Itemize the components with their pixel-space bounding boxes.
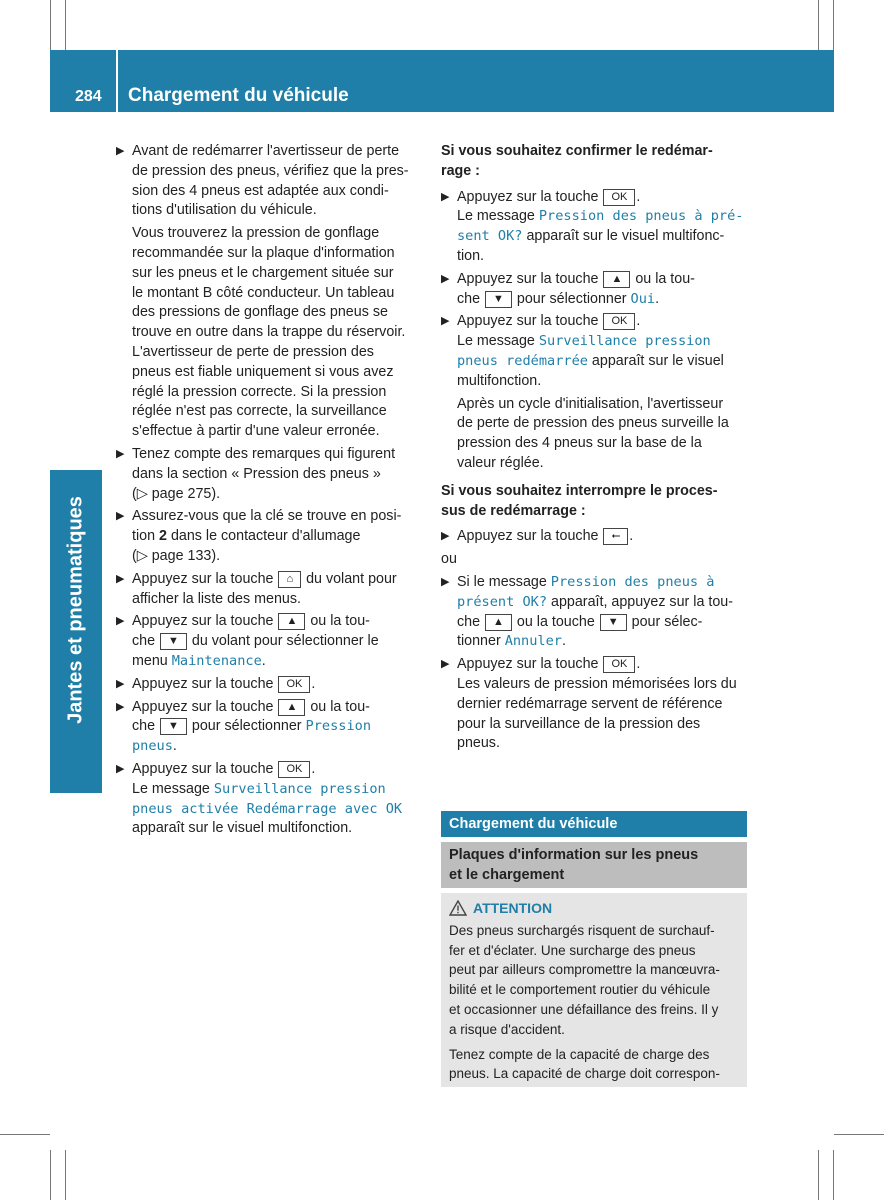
down-key-icon: ▼ — [160, 633, 187, 650]
list-item: ▶ Tenez compte des remarques qui figurent dans la section « Pression des pneus » (▷ page 275). — [116, 445, 396, 502]
list-item: ▶ Si le message Pression des pneus à présent OK? apparaît, appuyez sur la tou- che ▲ ou la touche ▼ pour sélec- tionner Annuler. — [441, 573, 734, 650]
list-item: ▶ Appuyez sur la touche ▲ ou la tou- che ▼ pour sélectionner Oui. — [441, 270, 695, 307]
list-item: ▶ Appuyez sur la touche OK . Le message Pression des pneus à pré- sent OK? apparaît sur le visuel multifonc- tion. — [441, 188, 744, 264]
or-text: ou — [441, 551, 457, 568]
crop-mark — [818, 1150, 819, 1200]
page-number-box — [50, 50, 116, 112]
crop-mark — [50, 0, 51, 50]
down-key-icon: ▼ — [600, 614, 627, 631]
list-item: ▶ Appuyez sur la touche OK . Les valeurs de pression mémorisées lors du dernier redémarrage servent de référence pour la surveillance de la pression des pneus. — [441, 656, 737, 752]
display-text: Pression — [305, 718, 372, 735]
left-column — [116, 142, 426, 842]
header-divider — [116, 50, 118, 112]
arrow-bullet-icon: ▶ — [116, 510, 125, 523]
crop-mark — [833, 1150, 834, 1200]
section-title-bar: Chargement du véhicule — [441, 811, 747, 837]
up-key-icon: ▲ — [278, 699, 305, 716]
page-number: 284 — [75, 88, 102, 105]
warning-box — [441, 893, 747, 1087]
list-item: ▶ Appuyez sur la touche OK . Le message Surveillance pression pneus activée Redémarrage avec OK apparaît sur le visuel multifonction. — [116, 760, 403, 837]
right-column — [441, 142, 748, 757]
warning-paragraph: Tenez compte de la capacité de charge des pneus. La capacité de charge doit correspon- — [449, 1046, 720, 1082]
arrow-bullet-icon: ▶ — [116, 447, 125, 460]
display-text: Oui — [630, 290, 656, 307]
paragraph: Après un cycle d'initialisation, l'avertisseur de perte de pression des pneus surveille la pression des 4 pneus sur la base de la valeur réglée. — [457, 395, 729, 471]
page-header — [50, 50, 834, 112]
arrow-bullet-icon: ▶ — [441, 658, 450, 671]
chapter-side-tab-label — [50, 470, 102, 750]
back-key-icon: ⭠ — [603, 528, 628, 545]
arrow-bullet-icon: ▶ — [441, 272, 450, 285]
down-key-icon: ▼ — [485, 291, 512, 308]
crop-mark — [834, 1134, 884, 1135]
display-text: présent OK? — [457, 593, 548, 610]
display-text: Pression des pneus à — [550, 573, 715, 590]
list-item: ▶ Appuyez sur la touche OK . Le message Surveillance pression pneus redémarrée apparaît sur le visuel multifonction. — [441, 313, 724, 389]
display-text: pneus redémarrée — [457, 352, 588, 369]
subsection-title: Plaques d'information sur les pneus et le chargement — [441, 842, 747, 888]
arrow-bullet-icon: ▶ — [441, 315, 450, 328]
ok-key-icon: OK — [603, 313, 635, 330]
crop-mark — [818, 0, 819, 50]
arrow-bullet-icon: ▶ — [116, 677, 125, 690]
arrow-bullet-icon: ▶ — [441, 530, 450, 543]
arrow-bullet-icon: ▶ — [116, 762, 125, 775]
arrow-bullet-icon: ▶ — [441, 575, 450, 588]
list-item: ▶ Appuyez sur la touche ▲ ou la tou- che ▼ pour sélectionner Pression pneus. — [116, 698, 372, 755]
display-text: sent OK? — [457, 228, 523, 245]
arrow-bullet-icon: ▶ — [441, 190, 450, 203]
page-title: Chargement du véhicule — [128, 85, 349, 106]
list-item: ▶ Avant de redémarrer l'avertisseur de perte de pression des pneus, vérifiez que la pres- sion des 4 pneus est adaptée aux condi- tions d'utilisation du véhicule. — [116, 143, 409, 219]
ok-key-icon: OK — [278, 676, 310, 693]
display-text: Annuler — [504, 633, 562, 650]
display-text: pneus — [132, 738, 173, 755]
list-item: ▶ Appuyez sur la touche OK . — [116, 675, 426, 695]
ok-key-icon: OK — [603, 189, 635, 206]
crop-mark — [65, 1150, 66, 1200]
crop-mark — [833, 0, 834, 50]
up-key-icon: ▲ — [278, 613, 305, 630]
warning-triangle-icon — [449, 900, 467, 916]
up-key-icon: ▲ — [603, 271, 630, 288]
crop-mark — [50, 1150, 51, 1200]
list-item: ▶ Appuyez sur la touche ⌂ du volant pour afficher la liste des menus. — [116, 570, 397, 607]
list-item: ▶ Assurez-vous que la clé se trouve en posi- tion 2 dans le contacteur d'allumage (▷ page 133). — [116, 508, 402, 564]
ok-key-icon: OK — [278, 761, 310, 778]
arrow-bullet-icon: ▶ — [116, 700, 125, 713]
display-text: Surveillance pression — [213, 780, 386, 797]
down-key-icon: ▼ — [160, 718, 187, 735]
paragraph: Vous trouverez la pression de gonflage recommandée sur la plaque d'information sur les pneus et le chargement située sur le montant B côté conducteur. Un tableau des pressions de gonflage des pneus se trouve en outre dans la trappe du réservoir. L'avertisseur de perte de pression des pneus est fiable uniquement si vous avez réglé la pression correcte. Si la pression réglée n'est pas correcte, la surveillance s'effectue à partir d'une valeur erronée. — [132, 225, 406, 440]
home-key-icon: ⌂ — [278, 571, 301, 588]
arrow-bullet-icon: ▶ — [116, 145, 125, 157]
display-text: Pression des pneus à pré- — [538, 208, 744, 225]
arrow-bullet-icon: ▶ — [116, 572, 125, 585]
side-tab-text: Jantes et pneumatiques — [64, 496, 87, 724]
display-text: Surveillance pression — [538, 333, 711, 350]
list-item: ▶ Appuyez sur la touche ⭠ . — [441, 527, 748, 547]
up-key-icon: ▲ — [485, 614, 512, 631]
list-item: ▶ Appuyez sur la touche ▲ ou la tou- che ▼ du volant pour sélectionner le menu Maintenance. — [116, 613, 379, 669]
ok-key-icon: OK — [603, 656, 635, 673]
warning-paragraph: Des pneus surchargés risquent de surchauf- fer et d'éclater. Une surcharge des pneus peut par ailleurs compromettre la manœuvra- bilité et le comportement routier du véhicule et occasionner une défaillance des freins. Il y a risque d'accident. — [449, 922, 720, 1037]
warning-heading: ATTENTION — [449, 899, 739, 919]
arrow-bullet-icon: ▶ — [116, 615, 125, 628]
display-text: Maintenance — [171, 652, 262, 669]
display-text: pneus activée Redémarrage avec OK — [132, 800, 403, 817]
crop-mark — [0, 1134, 50, 1135]
section-heading: Si vous souhaitez interrompre le proces- sus de redémarrage : — [441, 482, 718, 519]
crop-mark — [65, 0, 66, 50]
section-heading: Si vous souhaitez confirmer le redémar- rage : — [441, 143, 713, 179]
